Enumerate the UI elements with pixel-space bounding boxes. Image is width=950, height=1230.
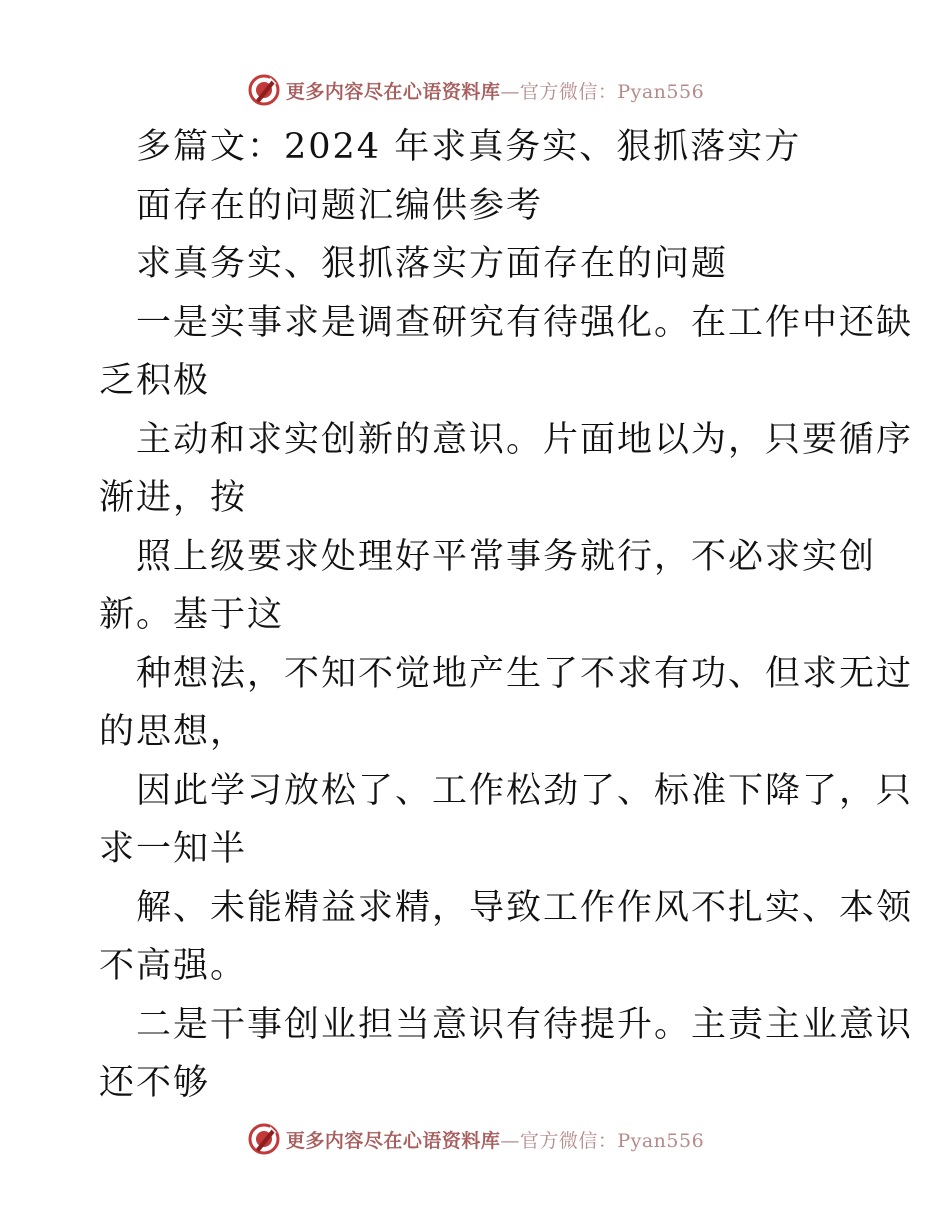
paragraph-line: 解、未能精益求精，导致工作作风不扎实、本领	[136, 887, 914, 928]
paragraph-line: 主动和求实创新的意识。片面地以为，只要循序	[136, 419, 914, 460]
paragraph-line: 新。基于这	[99, 595, 285, 635]
document-body	[99, 118, 914, 1113]
pen-logo-icon	[246, 72, 282, 108]
paragraph-line: 求一知半	[99, 829, 248, 869]
doc-title-line-2: 面存在的问题汇编供参考	[136, 185, 544, 226]
paragraph-line: 一是实事求是调查研究有待强化。在工作中还缺	[136, 302, 914, 343]
banner-site-name: 更多内容尽在心语资料库	[285, 80, 501, 103]
paragraph-line: 种想法，不知不觉地产生了不求有功、但求无过	[136, 653, 914, 694]
banner-site-name: 更多内容尽在心语资料库	[285, 1129, 501, 1152]
paragraph-line: 还不够	[99, 1063, 211, 1103]
doc-title-line-1: 多篇文：2024 年求真务实、狠抓落实方	[136, 127, 802, 167]
pen-logo-icon	[246, 1121, 282, 1157]
paragraph-line: 不高强。	[99, 946, 248, 986]
paragraph-line: 渐进，按	[99, 478, 248, 518]
paragraph-line: 的思想，	[99, 712, 248, 752]
banner-wechat-id: —官方微信：Pyan556	[500, 1129, 705, 1152]
paragraph-line: 因此学习放松了、工作松劲了、标准下降了，只	[136, 770, 914, 811]
paragraph-line: 乏积极	[99, 361, 211, 401]
paragraph-line: 二是干事创业担当意识有待提升。主责主业意识	[136, 1004, 914, 1045]
header-watermark-banner	[0, 70, 950, 110]
banner-wechat-id: —官方微信：Pyan556	[500, 80, 705, 103]
section-heading: 求真务实、狠抓落实方面存在的问题	[136, 244, 729, 284]
paragraph-line: 照上级要求处理好平常事务就行，不必求实创	[136, 536, 877, 577]
footer-watermark-banner	[0, 1119, 950, 1159]
